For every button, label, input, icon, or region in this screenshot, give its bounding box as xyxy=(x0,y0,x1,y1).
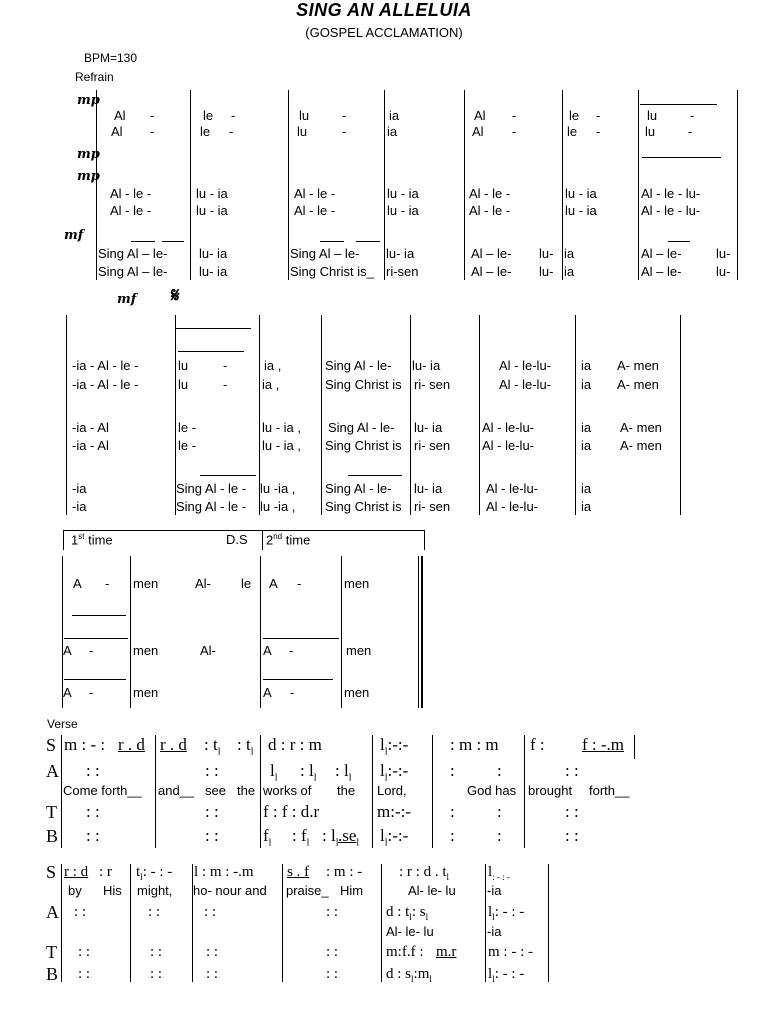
voice-b: B xyxy=(46,826,59,846)
dynamic-mp-alto: mp xyxy=(77,147,100,162)
dynamic-mp-tenor: mp xyxy=(77,169,100,184)
voice-t-2: T xyxy=(46,942,57,962)
refrain-label: Refrain xyxy=(75,70,114,84)
voice-s: S xyxy=(46,735,57,755)
song-subtitle: (GOSPEL ACCLAMATION) xyxy=(305,25,463,40)
dynamic-mp-soprano: mp xyxy=(77,93,100,108)
voice-s-2: S xyxy=(46,862,57,882)
segno-icon: 𝄋 xyxy=(171,283,180,307)
song-title: SING AN ALLELUIA xyxy=(296,0,472,20)
dynamic-mf: mf xyxy=(117,292,137,307)
first-ending-label: 1st time xyxy=(71,532,113,548)
ds-marking: D.S xyxy=(226,532,248,547)
dynamic-mf-bass: mf xyxy=(64,228,84,243)
tempo-marking: BPM=130 xyxy=(84,51,138,65)
voice-a-2: A xyxy=(46,902,59,922)
verse-label: Verse xyxy=(47,717,78,731)
voice-b-2: B xyxy=(46,964,59,984)
voice-a: A xyxy=(46,761,59,781)
second-ending-label: 2nd time xyxy=(266,532,311,548)
voice-t: T xyxy=(46,802,57,822)
